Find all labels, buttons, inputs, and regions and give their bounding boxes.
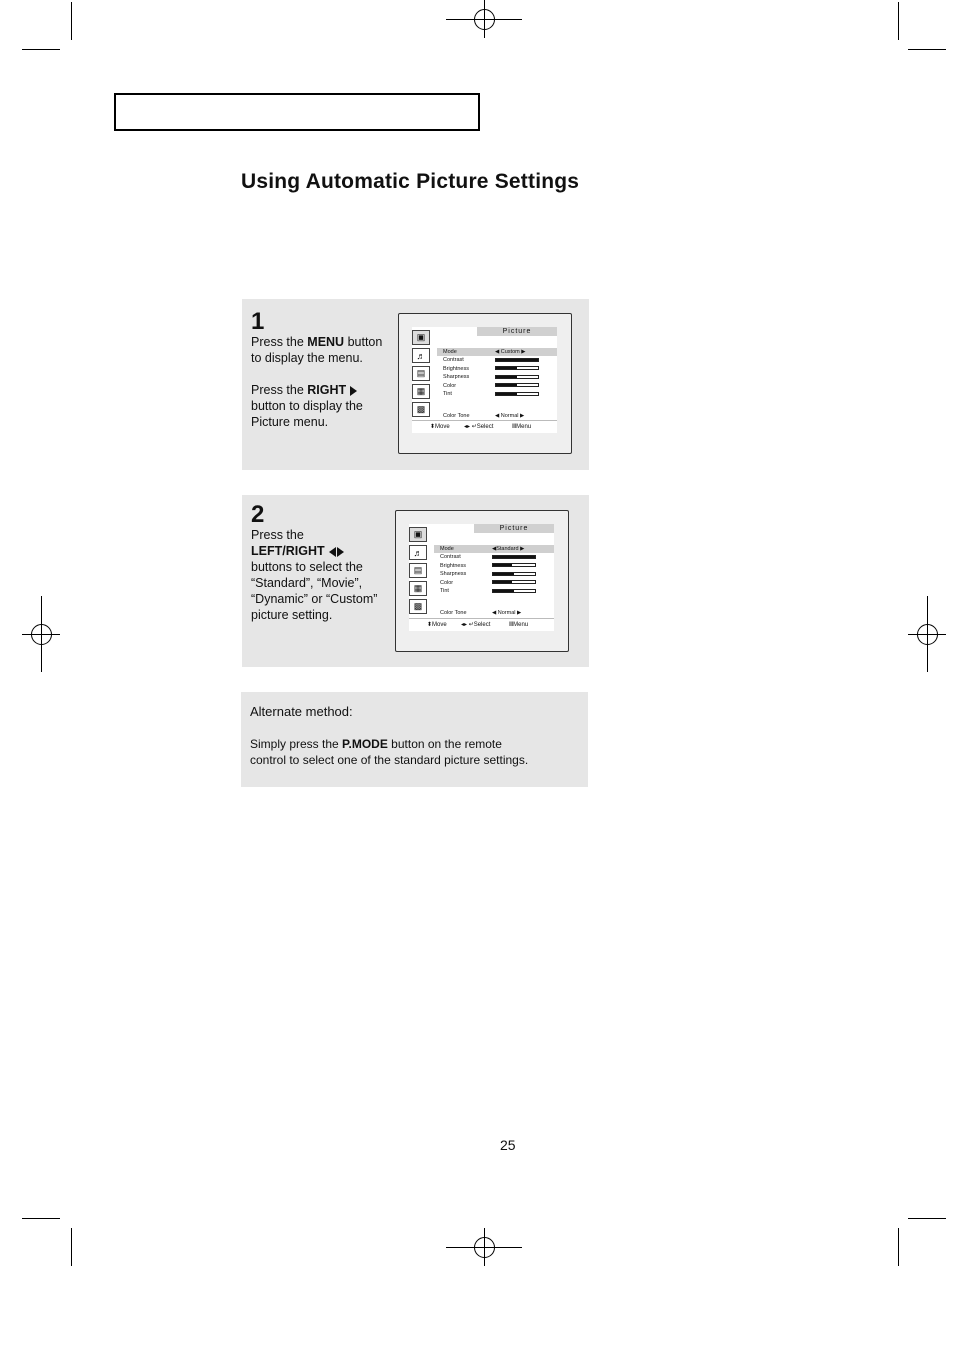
- osd-level-bar: [495, 366, 539, 370]
- right-arrow-icon: [350, 386, 357, 396]
- osd-setting-label: Tint: [443, 391, 452, 397]
- osd-menu: [437, 327, 557, 421]
- menu-button-name: MENU: [307, 335, 345, 349]
- text: Press the: [251, 528, 304, 542]
- osd-setting-label: Sharpness: [440, 571, 467, 577]
- osd-title: Picture: [477, 327, 557, 336]
- text: Menu: [513, 622, 529, 628]
- tv-menu-screen: [398, 313, 572, 454]
- crop-mark: [71, 1228, 72, 1266]
- text: Move: [435, 424, 450, 430]
- osd-mode-row: [437, 348, 557, 356]
- osd-level-bar: [492, 563, 536, 567]
- text: Press the: [251, 383, 308, 397]
- osd-level-fill: [496, 367, 517, 369]
- osd-setting-label: Sharpness: [443, 374, 470, 380]
- osd-setting-row: [434, 570, 554, 578]
- osd-level-bar: [492, 572, 536, 576]
- step-1-instructions: [251, 334, 396, 430]
- osd-menu: [434, 524, 554, 619]
- osd-setting-label: Brightness: [440, 562, 466, 569]
- page-number: 25: [500, 1137, 516, 1153]
- osd-level-fill: [496, 359, 538, 361]
- osd-level-fill: [493, 556, 535, 558]
- text: “Standard”, “Movie”,: [251, 576, 363, 590]
- text: Menu: [516, 424, 532, 430]
- tv-menu-screen: [395, 510, 569, 652]
- text: “Dynamic” or “Custom”: [251, 592, 378, 606]
- text: to display the menu.: [251, 351, 363, 365]
- osd-setting-row: [434, 562, 554, 570]
- channel-icon: ▤: [409, 563, 427, 578]
- osd-label: Color Tone: [443, 413, 470, 419]
- osd-level-fill: [493, 590, 514, 592]
- osd-setting-row: [434, 579, 554, 587]
- pmode-button-name: P.MODE: [342, 737, 388, 751]
- picture-icon: ▣: [409, 527, 427, 542]
- osd-setting-row: [437, 356, 557, 364]
- text: picture setting.: [251, 608, 333, 622]
- crop-mark: [908, 49, 946, 50]
- osd-value: ◀ Normal ▶: [495, 413, 525, 419]
- osd-tone-value: Normal: [497, 610, 516, 616]
- text: Move: [432, 622, 447, 628]
- menu-icon-column: [412, 330, 432, 420]
- text: button to display the: [251, 399, 363, 413]
- move-hint: ⬍ Move: [427, 619, 432, 631]
- osd-label: Mode: [443, 349, 457, 355]
- right-arrow-icon: [337, 547, 344, 557]
- osd-footer: [412, 420, 557, 433]
- osd-level-fill: [496, 384, 517, 386]
- step-number: 1: [251, 308, 265, 335]
- osd-tone-row: [437, 412, 557, 420]
- crop-mark: [898, 2, 899, 40]
- menu-hint: Ⅲ Menu: [509, 619, 513, 631]
- osd-setting-row: [437, 365, 557, 373]
- osd-value: ◀ Normal ▶: [492, 610, 522, 616]
- left-arrow-icon: [329, 547, 336, 557]
- channel-icon: ▤: [412, 366, 430, 381]
- osd-level-fill: [493, 564, 512, 566]
- step-1-panel: [242, 299, 589, 470]
- osd-level-bar: [492, 555, 536, 559]
- crop-mark: [22, 1218, 60, 1219]
- step-number: 2: [251, 501, 265, 528]
- osd-body: [409, 524, 554, 631]
- osd-setting-row: [437, 390, 557, 398]
- osd-tone-value: Normal: [500, 413, 519, 419]
- alternate-method-text: [250, 736, 580, 768]
- crop-mark: [71, 2, 72, 40]
- text: Press the: [251, 335, 308, 349]
- osd-level-bar: [495, 383, 539, 387]
- osd-level-bar: [492, 589, 536, 593]
- osd-value: ◀ Custom ▶: [495, 349, 526, 355]
- osd-footer: [409, 618, 554, 631]
- osd-level-fill: [493, 573, 514, 575]
- select-hint: ◂▸ ↵ Select: [464, 421, 477, 433]
- osd-setting-row: [434, 553, 554, 561]
- sound-icon: ♬: [409, 545, 427, 560]
- osd-level-fill: [496, 393, 517, 395]
- sound-icon: ♬: [412, 348, 430, 363]
- text: buttons to select the: [251, 560, 363, 574]
- header-box: [114, 93, 480, 131]
- osd-mode-value: Standard: [496, 546, 519, 552]
- osd-body: [412, 327, 557, 433]
- text: button: [344, 335, 383, 349]
- osd-setting-label: Contrast: [440, 554, 461, 560]
- osd-tone-row: [434, 609, 554, 617]
- move-hint: ⬍ Move: [430, 421, 435, 433]
- osd-setting-label: Color: [443, 382, 457, 389]
- osd-label: Color Tone: [440, 610, 467, 616]
- input-icon: ▩: [409, 599, 427, 614]
- osd-level-bar: [492, 580, 536, 584]
- picture-icon: ▣: [412, 330, 430, 345]
- step-2-panel: [242, 495, 589, 667]
- text: Select: [476, 424, 494, 430]
- text: control to select one of the standard picture settings.: [250, 753, 529, 767]
- menu-icon-column: [409, 527, 429, 617]
- right-button-name: RIGHT: [307, 383, 347, 397]
- osd-setting-row: [437, 382, 557, 390]
- osd-level-bar: [495, 375, 539, 379]
- input-icon: ▩: [412, 402, 430, 417]
- osd-label: Mode: [440, 546, 454, 552]
- step-2-instructions: [251, 527, 401, 623]
- osd-level-fill: [493, 581, 512, 583]
- setup-icon: ▦: [409, 581, 427, 596]
- osd-setting-label: Brightness: [443, 365, 469, 372]
- left-right-button-name: LEFT/RIGHT: [251, 544, 325, 558]
- osd-level-fill: [496, 376, 517, 378]
- menu-hint: Ⅲ Menu: [512, 421, 516, 433]
- osd-setting-row: [434, 587, 554, 595]
- crop-mark: [908, 1218, 946, 1219]
- osd-level-bar: [495, 392, 539, 396]
- osd-mode-value: Custom: [500, 349, 520, 355]
- text: button on the remote: [387, 737, 502, 751]
- osd-mode-row: [434, 545, 554, 553]
- osd-setting-row: [437, 373, 557, 381]
- setup-icon: ▦: [412, 384, 430, 399]
- crop-mark: [22, 49, 60, 50]
- alternate-method-panel: [241, 692, 588, 787]
- page-title: Using Automatic Picture Settings: [241, 170, 580, 193]
- osd-value: ◀Standard ▶: [492, 546, 525, 552]
- text: Picture menu.: [251, 415, 329, 429]
- crop-mark: [898, 1228, 899, 1266]
- osd-setting-label: Tint: [440, 588, 449, 594]
- select-hint: ◂▸ ↵ Select: [461, 619, 474, 631]
- osd-setting-label: Contrast: [443, 357, 464, 363]
- osd-setting-label: Color: [440, 579, 454, 586]
- osd-title: Picture: [474, 524, 554, 533]
- text: Select: [473, 622, 491, 628]
- alternate-method-label: Alternate method:: [250, 704, 353, 719]
- osd-level-bar: [495, 358, 539, 362]
- text: Simply press the: [250, 737, 343, 751]
